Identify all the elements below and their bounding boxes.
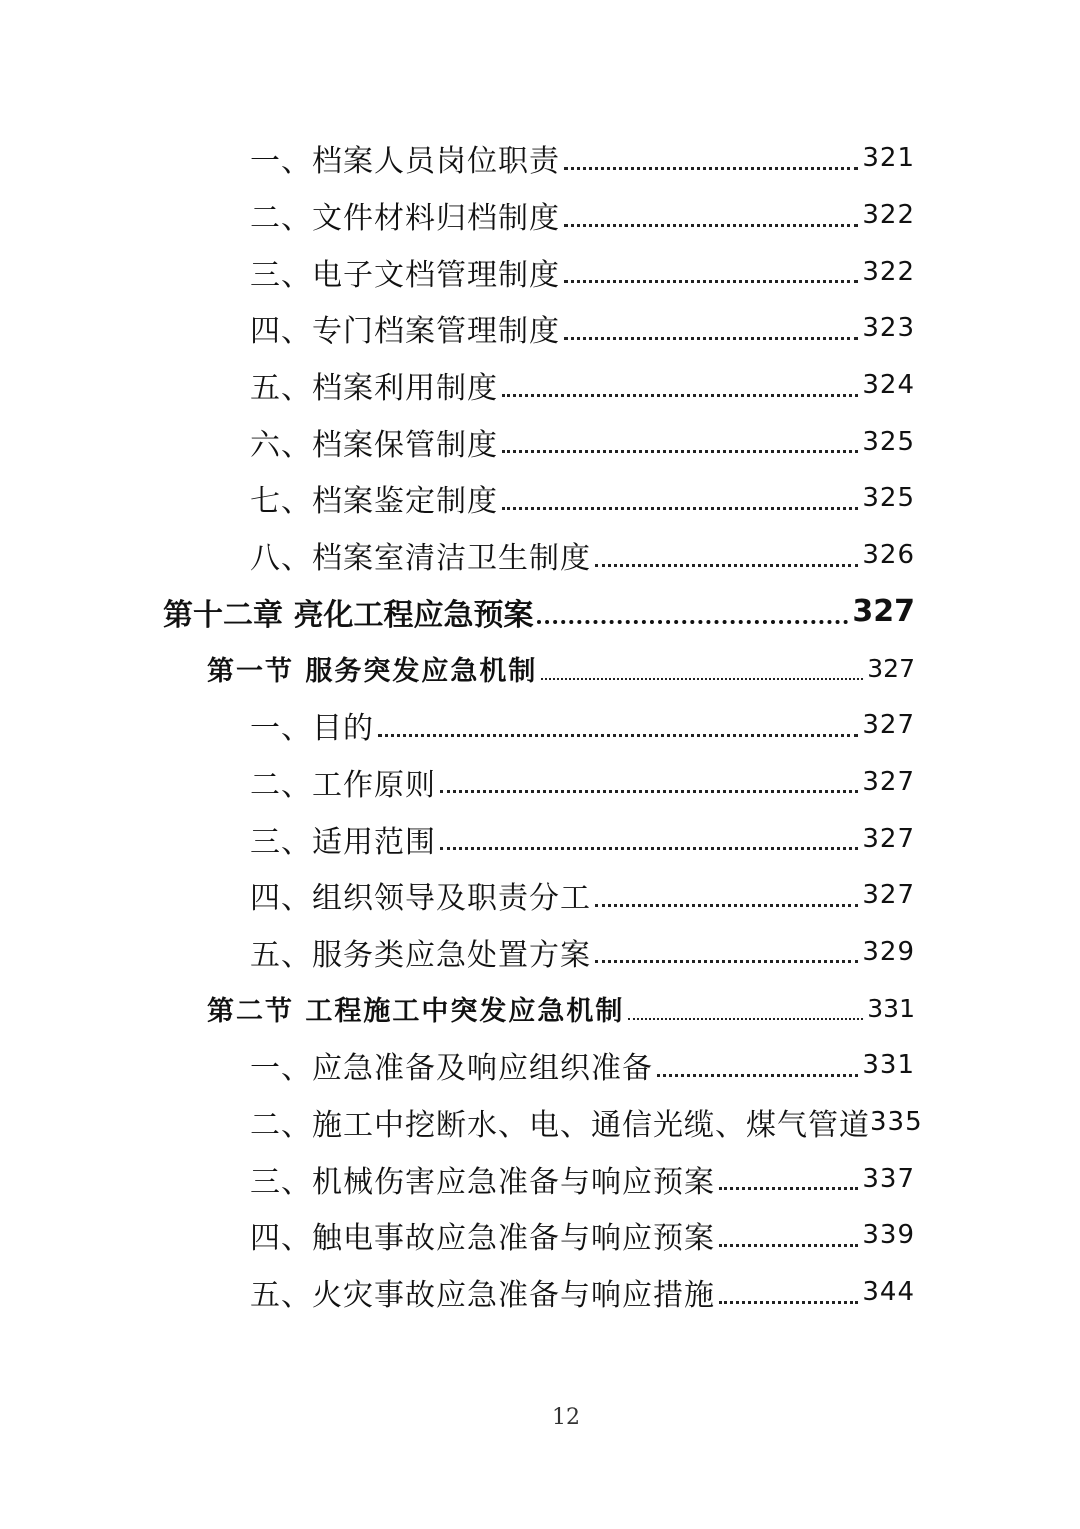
toc-dot-leader [595,904,858,907]
toc-entry[interactable] [250,810,915,867]
toc-entry[interactable] [250,924,915,981]
toc-entry[interactable] [250,1264,915,1321]
toc-entry[interactable] [250,527,915,584]
toc-entry-title: 四、专门档案管理制度 [250,314,560,350]
toc-entry-page: 335 [870,1107,923,1138]
toc-entry-title: 五、服务类应急处置方案 [250,937,591,973]
toc-dot-leader [378,734,858,737]
toc-entry-title: 七、档案鉴定制度 [250,484,498,520]
toc-dot-leader [719,1301,858,1304]
toc-entry-page: 327 [862,880,915,911]
toc-entry-title: 二、文件材料归档制度 [250,201,560,237]
toc-entry-page: 344 [862,1277,915,1308]
toc-dot-leader [502,394,858,397]
toc-entry-title: 第十二章 亮化工程应急预案 [163,597,534,633]
toc-entry-title: 一、档案人员岗位职责 [250,144,560,180]
toc-entry-title: 二、工作原则 [250,767,436,803]
page-number: 12 [552,1405,580,1430]
toc-entry-title: 四、触电事故应急准备与响应预案 [250,1221,715,1257]
toc-dot-leader [564,224,858,227]
toc-entry-page: 321 [862,143,915,174]
toc-entry[interactable] [250,754,915,811]
toc-dot-leader [657,1074,858,1077]
toc-entry[interactable] [250,243,915,300]
toc-entry-title: 三、适用范围 [250,824,436,860]
toc-entry-page: 331 [867,994,915,1024]
toc-entry-title: 第二节 工程施工中突发应急机制 [207,996,625,1028]
toc-entry-title: 二、施工中挖断水、电、通信光缆、煤气管道 [250,1108,870,1144]
toc-entry-title: 六、档案保管制度 [250,427,498,463]
toc-dot-leader [440,847,858,850]
toc-dot-leader [502,450,858,453]
toc-entry-title: 五、火灾事故应急准备与响应措施 [250,1278,715,1314]
toc-entry-title: 一、应急准备及响应组织准备 [250,1051,653,1087]
toc-entry[interactable] [250,300,915,357]
toc-dot-leader [564,280,858,283]
toc-entry[interactable] [250,1037,915,1094]
toc-entry[interactable] [250,1150,915,1207]
toc-entry-page: 325 [862,426,915,457]
toc-dot-leader [502,507,858,510]
toc-entry-title: 一、目的 [250,711,374,747]
toc-entry-title: 五、档案利用制度 [250,371,498,407]
toc-dot-leader [628,1018,863,1020]
toc-entry[interactable] [250,697,915,754]
toc-entry-page: 331 [862,1050,915,1081]
toc-entry[interactable] [250,470,915,527]
toc-entry-title: 三、电子文档管理制度 [250,257,560,293]
toc-entry-page: 323 [862,313,915,344]
toc-section-entry[interactable] [207,980,915,1037]
toc-dot-leader [537,620,848,624]
toc-dot-leader [595,960,858,963]
toc-entry-page: 324 [862,370,915,401]
toc-dot-leader [595,564,858,567]
toc-entry-page: 327 [862,766,915,797]
toc-entry-title: 八、档案室清洁卫生制度 [250,541,591,577]
toc-entry-page: 325 [862,483,915,514]
toc-entry[interactable] [250,130,915,187]
toc-dot-leader [564,167,858,170]
toc-entry[interactable] [250,187,915,244]
toc-entry-page: 322 [862,256,915,287]
toc-entry[interactable] [250,357,915,414]
toc-entry-page: 327 [867,654,915,684]
toc-dot-leader [440,790,858,793]
toc-entry-page: 337 [862,1163,915,1194]
toc-dot-leader [719,1187,858,1190]
toc-entry-page: 327 [862,710,915,741]
toc-section-entry[interactable] [207,640,915,697]
toc-entry-page: 339 [862,1220,915,1251]
table-of-contents [0,130,1080,1320]
toc-entry-page: 326 [862,540,915,571]
toc-dot-leader [719,1244,858,1247]
toc-dot-leader [564,337,858,340]
toc-entry-title: 第一节 服务突发应急机制 [207,656,538,688]
toc-entry-page: 327 [862,823,915,854]
toc-dot-leader [541,678,863,680]
toc-entry[interactable] [250,867,915,924]
toc-entry[interactable] [250,1207,915,1264]
toc-entry[interactable] [250,413,915,470]
toc-entry-page: 327 [852,594,915,630]
toc-entry-title: 四、组织领导及职责分工 [250,881,591,917]
toc-entry[interactable] [250,1094,923,1151]
toc-entry-page: 329 [862,936,915,967]
toc-entry-title: 三、机械伤害应急准备与响应预案 [250,1164,715,1200]
toc-chapter-entry[interactable] [163,584,915,641]
toc-entry-page: 322 [862,200,915,231]
